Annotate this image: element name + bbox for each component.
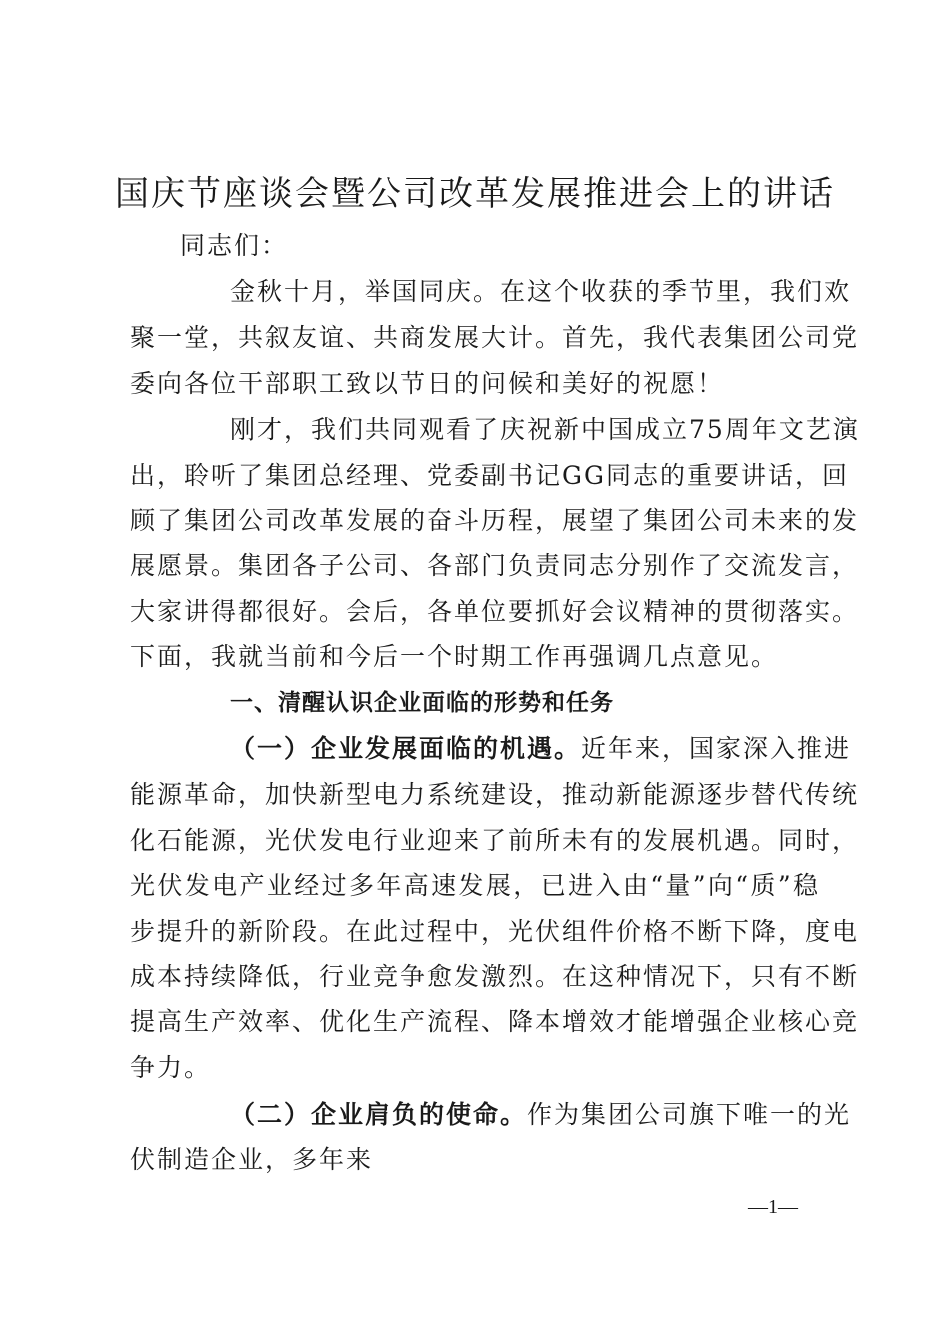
subsection-lead: （二）企业肩负的使命。 <box>230 1100 528 1129</box>
paragraph-line: 展愿景。集团各子公司、各部门负责同志分别作了交流发言， <box>130 551 860 580</box>
paragraph-line <box>230 729 852 769</box>
paragraph-line <box>230 1095 852 1135</box>
paragraph-line: 化石能源，光伏发电行业迎来了前所未有的发展机遇。同时， <box>130 826 860 855</box>
section-heading: 一、清醒认识企业面临的形势和任务 <box>230 690 614 716</box>
paragraph-line: 顾了集团公司改革发展的奋斗历程，展望了集团公司未来的发 <box>130 506 860 535</box>
paragraph-line: 步提升的新阶段。在此过程中，光伏组件价格不断下降，度电 <box>130 917 860 946</box>
paragraph-line: 委向各位干部职工致以节日的问候和美好的祝愿！ <box>130 369 725 398</box>
document-title: 国庆节座谈会暨公司改革发展推进会上的讲话 <box>115 174 835 214</box>
paragraph-line: 大家讲得都很好。会后，各单位要抓好会议精神的贯彻落实。 <box>130 597 860 626</box>
paragraph-line: 争力。 <box>130 1053 212 1082</box>
paragraph-line: 提高生产效率、优化生产流程、降本增效才能增强企业核心竞 <box>130 1007 860 1036</box>
paragraph-line: 刚才，我们共同观看了庆祝新中国成立75周年文艺演 <box>230 415 860 444</box>
paragraph-line: 金秋十月，举国同庆。在这个收获的季节里，我们欢 <box>230 277 852 306</box>
paragraph-line: 下面，我就当前和今后一个时期工作再强调几点意见。 <box>130 642 779 671</box>
paragraph-text: 近年来，国家深入推进 <box>581 734 852 763</box>
paragraph-line: 光伏发电产业经过多年高速发展，已进入由“量”向“质”稳 <box>130 871 820 900</box>
paragraph-line: 聚一堂，共叙友谊、共商发展大计。首先，我代表集团公司党 <box>130 323 860 352</box>
paragraph-line: 成本持续降低，行业竞争愈发激烈。在这种情况下，只有不断 <box>130 962 860 991</box>
paragraph-line: 伏制造企业，多年来 <box>130 1145 374 1174</box>
salutation: 同志们： <box>180 231 289 260</box>
page-number: —1— <box>748 1196 798 1218</box>
paragraph-line: 能源革命，加快新型电力系统建设，推动新能源逐步替代传统 <box>130 780 860 809</box>
subsection-lead: （一）企业发展面临的机遇。 <box>230 734 582 763</box>
paragraph-line: 出，聆听了集团总经理、党委副书记GG同志的重要讲话，回 <box>130 461 849 490</box>
paragraph-text: 作为集团公司旗下唯一的光 <box>527 1100 852 1129</box>
